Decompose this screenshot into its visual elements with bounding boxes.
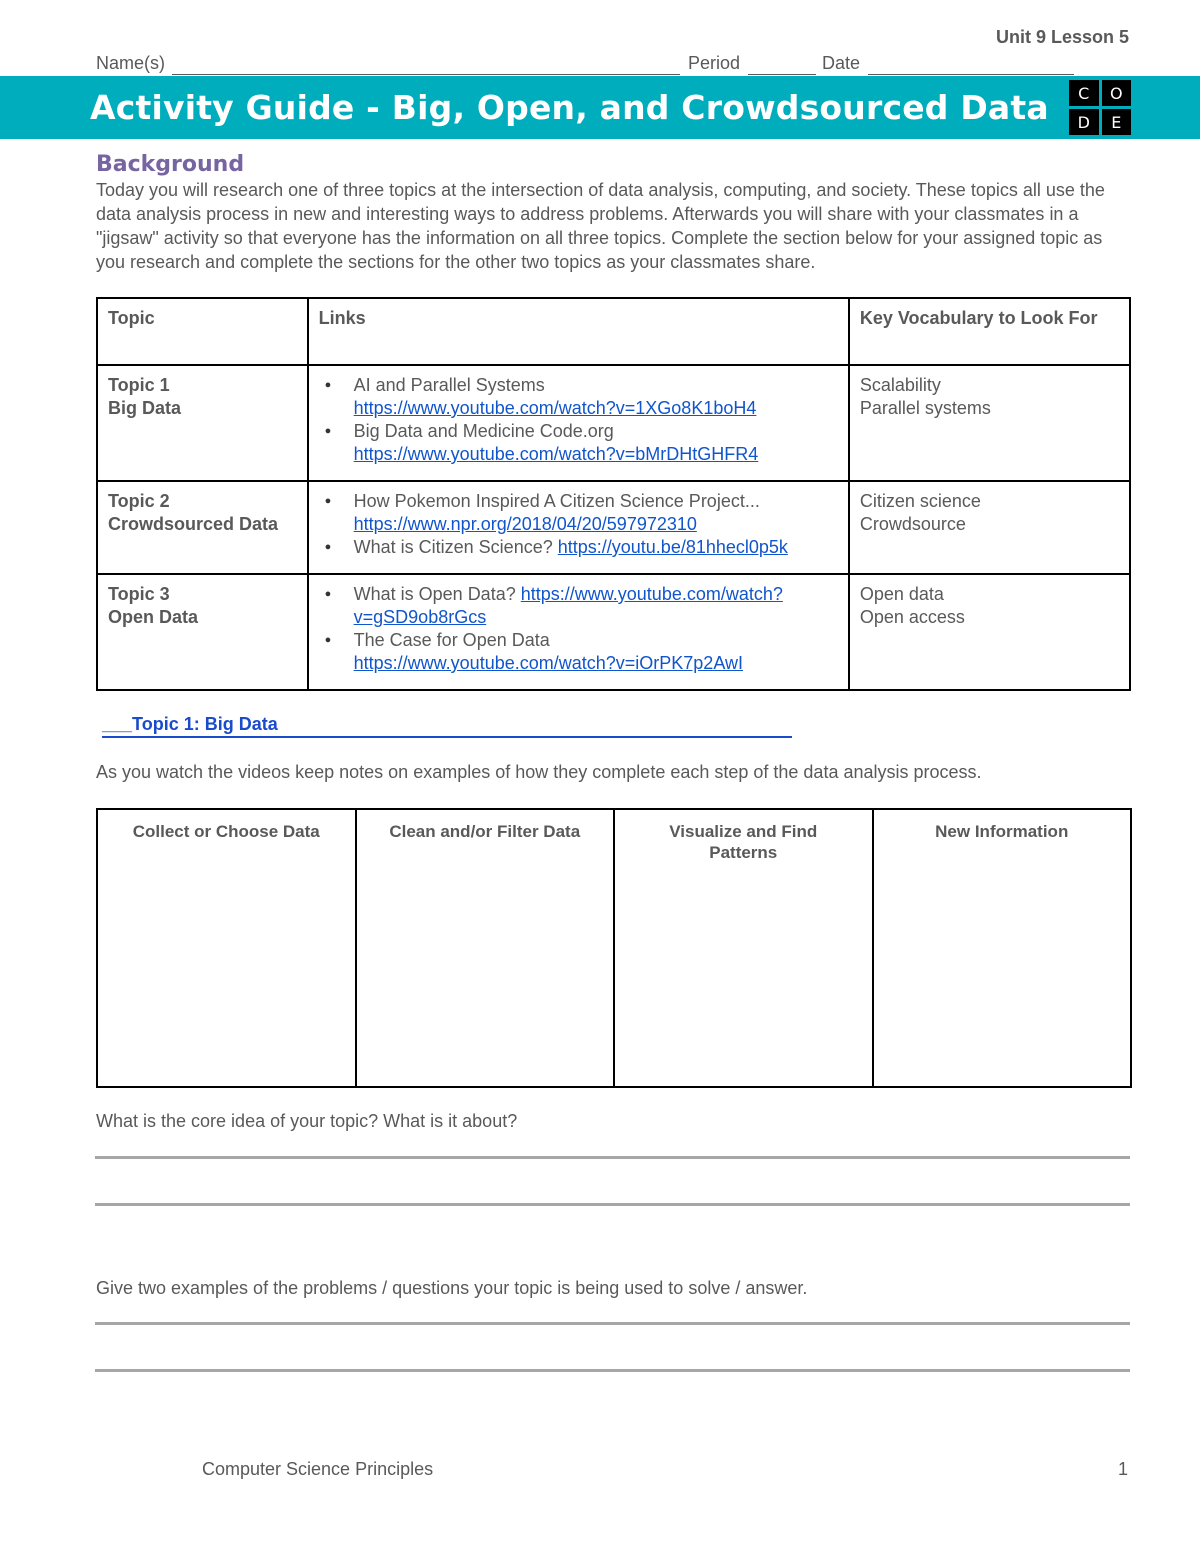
step-visualize-label: Visualize and Find Patterns bbox=[669, 822, 818, 862]
list-item bbox=[319, 536, 838, 559]
video-link[interactable]: https://www.youtube.com/watch?v=iOrPK7p2AwI bbox=[353, 653, 743, 673]
topic-name: Open Data bbox=[108, 607, 199, 627]
name-period-date-row bbox=[96, 53, 1074, 77]
period-field-line[interactable] bbox=[748, 74, 816, 75]
table-row bbox=[97, 481, 1130, 574]
logo-letter: O bbox=[1102, 80, 1132, 106]
vocab-cell bbox=[849, 481, 1130, 574]
topic-blank: ___ bbox=[102, 714, 133, 734]
vocab-term: Open access bbox=[859, 607, 965, 627]
assigned-topic-line[interactable] bbox=[102, 714, 792, 738]
video-link[interactable]: https://youtu.be/81hhecl0p5k bbox=[557, 537, 788, 557]
links-cell bbox=[308, 365, 849, 481]
period-label: Period bbox=[688, 53, 741, 73]
question-examples: Give two examples of the problems / questions your topic is being used to solve / answer. bbox=[96, 1278, 808, 1298]
topics-table bbox=[96, 297, 1131, 691]
step-new-info-cell[interactable]: New Information bbox=[873, 809, 1132, 1087]
topic-cell bbox=[97, 481, 308, 574]
vocab-term: Parallel systems bbox=[859, 398, 991, 418]
video-link-continued[interactable]: v=gSD9ob8rGcs bbox=[353, 607, 487, 627]
name-field-line[interactable] bbox=[172, 74, 680, 75]
code-logo bbox=[1069, 80, 1131, 135]
article-link[interactable]: https://www.npr.org/2018/04/20/597972310 bbox=[353, 514, 697, 534]
vocab-term: Scalability bbox=[859, 375, 941, 395]
table-header-row bbox=[97, 298, 1130, 365]
step-clean-cell[interactable]: Clean and/or Filter Data bbox=[356, 809, 615, 1087]
link-title: What is Open Data? bbox=[353, 584, 516, 604]
list-item bbox=[319, 629, 838, 675]
link-title: ● AI and Parallel Systems bbox=[353, 375, 545, 395]
topic-cell bbox=[97, 574, 308, 690]
footer-course: Computer Science Principles bbox=[202, 1459, 434, 1479]
topic-name: Big Data bbox=[108, 398, 182, 418]
vocab-term: Open data bbox=[859, 584, 944, 604]
topic-name: Crowdsourced Data bbox=[108, 514, 279, 534]
list-item bbox=[319, 490, 838, 536]
step-collect-cell[interactable]: Collect or Choose Data bbox=[97, 809, 356, 1087]
notes-instruction: As you watch the videos keep notes on examples of how they complete each step of the data analysis process. bbox=[96, 762, 982, 782]
background-heading: Background bbox=[96, 152, 245, 177]
table-row bbox=[97, 365, 1130, 481]
answer-line[interactable] bbox=[95, 1369, 1130, 1372]
header-topic: Topic bbox=[97, 298, 308, 365]
logo-letter: C bbox=[1069, 80, 1099, 106]
assigned-topic-label: Topic 1: Big Data bbox=[132, 714, 278, 734]
table-row bbox=[97, 574, 1130, 690]
topic-number: Topic 2 bbox=[108, 491, 170, 511]
list-item bbox=[319, 420, 838, 466]
answer-line[interactable] bbox=[95, 1203, 1130, 1206]
page-title: Activity Guide - Big, Open, and Crowdsourced Data bbox=[90, 88, 1049, 127]
header-vocab: Key Vocabulary to Look For bbox=[849, 298, 1130, 365]
background-text: Today you will research one of three topics at the intersection of data analysis, computing, and society. These topics all use the data analysis process in new and interesting ways to address problems. Afterwards you will share with your classmates in a "jigsaw" activity so that everyone has the information on all three topics. Complete the section below for your assigned topic as you research and complete the sections for the other two topics as your classmates share. bbox=[96, 180, 1105, 272]
answer-line[interactable] bbox=[95, 1322, 1130, 1325]
topic-cell bbox=[97, 365, 308, 481]
vocab-term: Crowdsource bbox=[859, 514, 966, 534]
data-analysis-steps-table bbox=[96, 808, 1132, 1088]
vocab-term: Citizen science bbox=[859, 491, 981, 511]
name-label: Name(s) bbox=[96, 53, 166, 73]
step-visualize-cell[interactable] bbox=[614, 809, 873, 1087]
vocab-cell bbox=[849, 574, 1130, 690]
topic-number: Topic 1 bbox=[108, 375, 170, 395]
vocab-cell bbox=[849, 365, 1130, 481]
link-title: ● The Case for Open Data bbox=[353, 630, 550, 650]
logo-letter: E bbox=[1102, 109, 1132, 135]
date-label: Date bbox=[822, 53, 861, 73]
links-cell bbox=[308, 574, 849, 690]
unit-lesson-label: Unit 9 Lesson 5 bbox=[995, 27, 1129, 47]
topic-number: Topic 3 bbox=[108, 584, 170, 604]
video-link[interactable]: https://www.youtube.com/watch? bbox=[520, 584, 783, 604]
table-row bbox=[97, 809, 1131, 1087]
question-core-idea: What is the core idea of your topic? What is it about? bbox=[96, 1111, 518, 1131]
video-link[interactable]: https://www.youtube.com/watch?v=bMrDHtGHFR4 bbox=[353, 444, 759, 464]
link-title: ● How Pokemon Inspired A Citizen Science Project... bbox=[353, 491, 760, 511]
answer-line[interactable] bbox=[95, 1156, 1130, 1159]
page-number: 1 bbox=[1118, 1459, 1129, 1479]
list-item bbox=[319, 374, 838, 420]
date-field-line[interactable] bbox=[868, 74, 1074, 75]
title-banner bbox=[0, 76, 1200, 139]
list-item bbox=[319, 583, 838, 629]
header-links: Links bbox=[308, 298, 849, 365]
link-title: ● Big Data and Medicine Code.org bbox=[353, 421, 614, 441]
logo-letter: D bbox=[1069, 109, 1099, 135]
links-cell bbox=[308, 481, 849, 574]
video-link[interactable]: https://www.youtube.com/watch?v=1XGo8K1boH4 bbox=[353, 398, 757, 418]
link-title: What is Citizen Science? bbox=[353, 537, 553, 557]
